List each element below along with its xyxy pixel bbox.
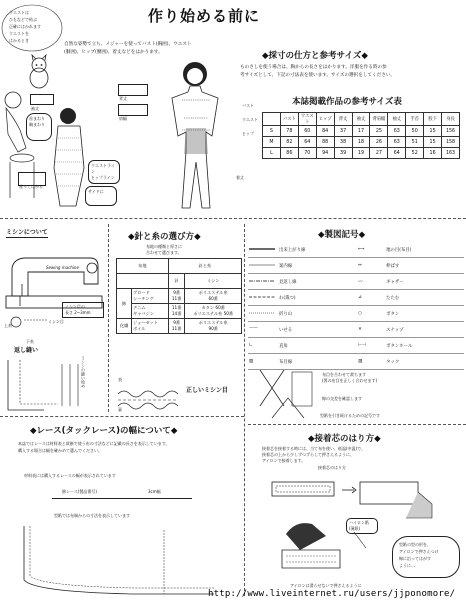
interfacing-step-label: 接着芯のはり方: [318, 465, 346, 470]
interfacing-section-title: ◆接着芯のはり方◆: [308, 434, 381, 444]
table-row: S 78 60 84 37 17 25 63 50 15 156: [263, 126, 460, 137]
lace-row-value: 3cm幅: [148, 489, 161, 494]
divider: [0, 416, 244, 417]
table-row: 化繊 ジョーゼット ボイル 9番 11番 ポリエステル糸 90番: [117, 319, 242, 334]
label-box-1: 袖丈: [30, 94, 54, 105]
waist-bubble-text: ウエストは ひもなどで結ぶ 正確にはかれます ウエストを はかるとき: [9, 10, 41, 43]
table-row: 出来上がり線 ⟷ 地の目(布目): [248, 242, 464, 258]
lace-fig-title: 材料表には購入するレースの幅が表示されています: [24, 473, 116, 478]
diamond-icon: ◆: [262, 51, 269, 61]
size-table-title: 本誌掲載作品の参考サイズ表: [292, 97, 402, 107]
table-row: 折り山 ○ ボタン: [248, 306, 464, 322]
length-label: 着丈: [236, 175, 244, 180]
symbol-note3: 型紙を引き続けるための記号です: [320, 413, 380, 418]
stitch-face-label: 表: [118, 377, 122, 382]
divider: [244, 224, 245, 596]
upper-thread-label: 上糸: [4, 323, 12, 328]
lower-thread-label: 下糸: [26, 339, 34, 344]
bust-label: バスト: [242, 103, 254, 108]
needle-thread-table: 布地 針と糸 針 ミシン 綿 ブロード シーチング 9番 11番 ポリエステル糸 60番 デニム ギャバジン 11番 14番 カタン 60番 ポリエステル糸 50番 化繊 ジョーゼット ボイル 9番 11番 ポリエステル糸 90番: [116, 258, 242, 334]
label-bubble-2: 首まわり 胸まわり: [26, 113, 52, 141]
needle-section-title: ◆針と糸の選び方◆: [128, 232, 201, 242]
stitch-back-label: 裏: [118, 407, 122, 412]
lace-diagram: [14, 524, 240, 598]
source-url: http://www.liveinternet.ru/users/jjponomore/: [208, 589, 456, 599]
table-row: ▨ 布目線 ▧ タック: [248, 354, 464, 370]
size-table: [262, 112, 460, 159]
symbols-section-title: ◆製図記号◆: [318, 230, 366, 240]
back-length-box: 背丈: [118, 84, 148, 96]
machine-section-title: ミシンについて: [6, 229, 48, 236]
label-bubble-side: サイドに: [85, 186, 117, 206]
measure-text: ものさしを使う場合は、胸からの長さをはかります。洋服を作る時の参 考サイズとして、下記の寸法表を使います。サイズの選択をしてください。: [240, 65, 395, 78]
body-measure-figure: [160, 58, 240, 218]
table-row: わ(裁つ) ⊿ たたむ: [248, 290, 464, 306]
stitch-label: ミシン目: [48, 319, 64, 324]
lace-fig-note: 型紙では布端からの寸法を表示しています: [54, 513, 130, 518]
measure-section-title: ◆採寸の仕方と参考サイズ◆: [262, 51, 368, 61]
label-box-seat: 座ってはかる: [18, 172, 46, 186]
page-title: 作り始める前に: [148, 7, 261, 25]
hip-label: ヒップ: [242, 131, 254, 136]
backstitch-notes: ミシンの縫い始め: [81, 356, 86, 388]
table-row: L 86 70 94 39 19 27 64 52 16 163: [263, 148, 460, 159]
iron-label-box: ハイロン紙 (薄紙): [346, 518, 378, 534]
interfacing-text: 接着芯を接着する時には、当て布を使い、低温(中温)で、 接着芯の上から少しずつずらして押さえるように、 アイロンで接着します。: [262, 446, 366, 463]
interfacing-bubble: 型紙の型の形を、 アイロンで押さえつけ 線に沿ってはがす ように…: [392, 536, 460, 578]
cat-illustration: [24, 54, 54, 90]
table-row: 見返し線 〰 ギャザー: [248, 274, 464, 290]
label-bubble-waistline: ウエストライン ヒップライン: [88, 160, 120, 184]
table-row: デニム ギャバジン 11番 14番 カタン 60番 ポリエステル糸 50番: [117, 304, 242, 319]
needle-desc: 布地の種類と厚さに 合わせて選びます。: [146, 244, 182, 255]
waist-label: ウエスト: [242, 117, 258, 122]
table-row: 綿 ブロード シーチング 9番 11番 ポリエステル糸 60番: [117, 289, 242, 304]
lace-material-row: [52, 488, 192, 499]
sewing-machine-label: Sewing machine: [46, 265, 79, 270]
stitch-length-box: ミシン目の 長さ 2~3mm: [62, 302, 104, 318]
symbol-diagram-2: [268, 394, 308, 422]
intro-text: 自然な姿勢で立ち、メジャーを使ってバスト(胸囲)、ウエスト (胴囲)、ヒップ(腰囲)、着丈などをはかります。: [64, 42, 192, 55]
lace-row-label: 綿レース(製品番号): [62, 489, 97, 494]
divider: [248, 424, 466, 425]
table-row: ∟ 直角 ⊢⊣ ボタンホール: [248, 338, 464, 354]
backstitch-title: 返し縫い: [14, 347, 39, 354]
correct-stitch-title: 正しいミシン目: [186, 387, 228, 394]
table-row: M 82 64 88 38 18 26 63 51 15 158: [263, 137, 460, 148]
lace-section-title: ◆レース(タックレース)の幅について◆: [30, 426, 178, 436]
shoulder-box: 肩幅: [118, 104, 148, 116]
lace-text: 本誌ではレースは材料表と裁断で使う布の寸法などに記載の長さを表示しています。 購入する場合は幅を確かめて選んでください。: [18, 441, 170, 453]
size-table-header: バスト ウエスト ヒップ 背丈 袖丈 背肩幅 袖丈 手首 股下 身長: [263, 113, 460, 126]
table-row: 案内線 ↔ 伸ばす: [248, 258, 464, 274]
symbol-table: [248, 242, 464, 370]
divider: [0, 218, 466, 219]
interfacing-note: アイロンは滑らせないで押さえるように: [290, 583, 362, 588]
divider: [108, 224, 109, 412]
backstitch-illustration: [4, 358, 104, 414]
table-row: ⌒⌒ いせる ✕ スナップ: [248, 322, 464, 338]
symbol-notes: 布目を合わせて裁ちます (図の布目を正しく合わせます) 線の交差を確認します: [322, 372, 378, 401]
stitch-diagram: [114, 386, 184, 414]
